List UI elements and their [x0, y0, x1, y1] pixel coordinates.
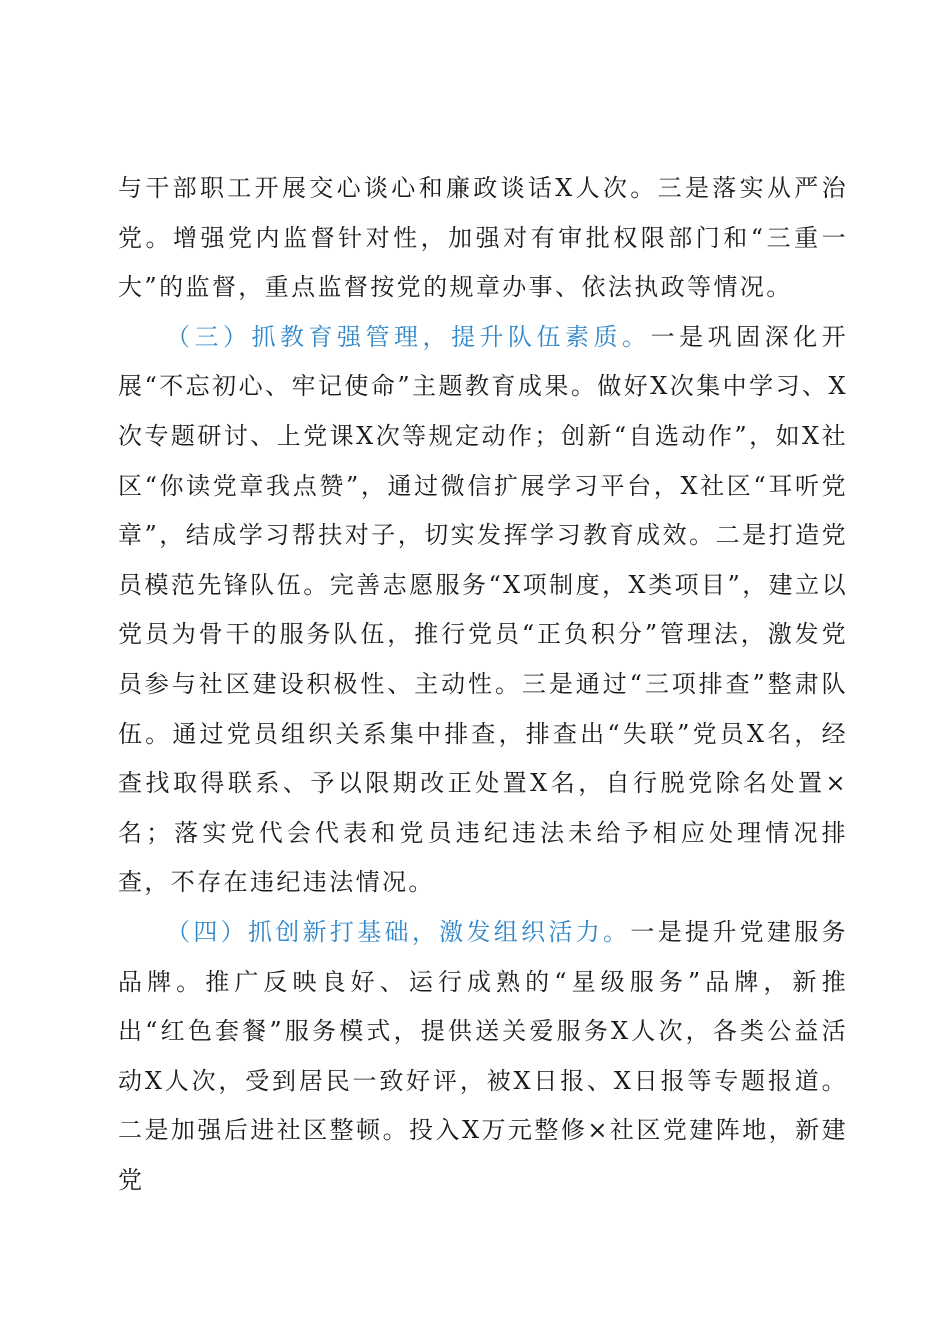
paragraph-body: 一是提升党建服务品牌。推广反映良好、运行成熟的“星级服务”品牌，新推出“红色套餐”服务模式，提供送关爱服务X人次，各类公益活动X人次，受到居民一致好评，被X日报、X日报等专题报道。二是加强后进社区整顿。投入X万元整修×社区党建阵地，新建党	[118, 917, 848, 1194]
section-heading: （三）抓教育强管理，提升队伍素质。	[166, 322, 651, 351]
section-heading: （四）抓创新打基础，激发组织活力。	[166, 917, 631, 946]
paragraph-body: 与干部职工开展交心谈心和廉政谈话X人次。三是落实从严治党。增强党内监督针对性，加强对有审批权限部门和“三重一大”的监督，重点监督按党的规章办事、依法执政等情况。	[118, 174, 848, 302]
paragraph-body: 一是巩固深化开展“不忘初心、牢记使命”主题教育成果。做好X次集中学习、X次专题研讨、上党课X次等规定动作；创新“自选动作”，如X社区“你读党章我点赞”，通过微信扩展学习平台，X社区“耳听党章”，结成学习帮扶对子，切实发挥学习教育成效。二是打造党员模范先锋队伍。完善志愿服务“X项制度，X类项目”，建立以党员为骨干的服务队伍，推行党员“正负积分”管理法，激发党员参与社区建设积极性、主动性。三是通过“三项排查”整肃队伍。通过党员组织关系集中排查，排查出“失联”党员X名，经查找取得联系、予以限期改正处置X名，自行脱党除名处置×名；落实党代会代表和党员违纪违法未给予相应处理情况排查，不存在违纪违法情况。	[118, 322, 848, 897]
paragraph-continuation	[118, 164, 848, 313]
document-body	[118, 164, 848, 1205]
paragraph-section-3	[118, 313, 848, 908]
paragraph-section-4	[118, 908, 848, 1206]
